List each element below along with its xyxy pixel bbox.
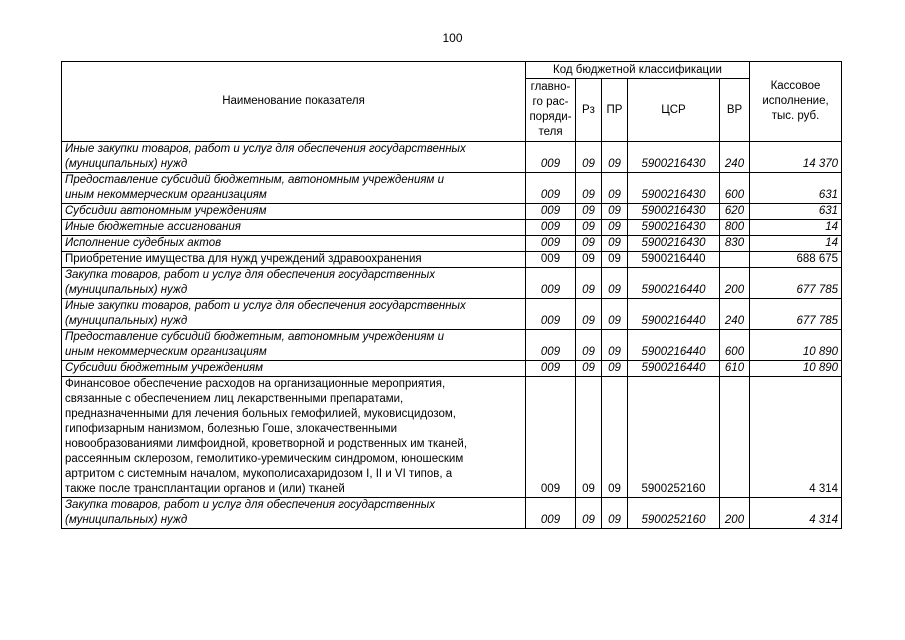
cell-name bbox=[62, 252, 526, 268]
cell-rz: 09 bbox=[576, 299, 602, 330]
table-row bbox=[62, 498, 842, 529]
table-row bbox=[62, 268, 842, 299]
cell-pr: 09 bbox=[602, 299, 628, 330]
cell-name bbox=[62, 498, 526, 529]
cell-pr: 09 bbox=[602, 330, 628, 361]
cell-csr: 5900252160 bbox=[628, 377, 720, 498]
cell-csr: 5900252160 bbox=[628, 498, 720, 529]
header-amount: Кассовое исполнение, тыс. руб. bbox=[750, 62, 842, 142]
cell-name bbox=[62, 173, 526, 204]
header-csr: ЦСР bbox=[628, 79, 720, 142]
table-row bbox=[62, 173, 842, 204]
table-row bbox=[62, 330, 842, 361]
cell-pr: 09 bbox=[602, 498, 628, 529]
table-row bbox=[62, 377, 842, 498]
cell-pr: 09 bbox=[602, 173, 628, 204]
cell-rz: 09 bbox=[576, 173, 602, 204]
cell-csr: 5900216430 bbox=[628, 173, 720, 204]
table-body bbox=[62, 142, 842, 529]
cell-csr: 5900216430 bbox=[628, 236, 720, 252]
header-admin: главно- го рас- поряди- теля bbox=[526, 79, 576, 142]
cell-vr: 240 bbox=[720, 299, 750, 330]
cell-csr: 5900216440 bbox=[628, 299, 720, 330]
budget-table bbox=[61, 61, 842, 529]
table-row bbox=[62, 361, 842, 377]
row-name-text: Предоставление субсидий бюджетным, автономным учреждениям и иным некоммерческим организациям bbox=[65, 174, 445, 201]
cell-rz: 09 bbox=[576, 498, 602, 529]
header-name: Наименование показателя bbox=[62, 62, 526, 142]
cell-vr: 200 bbox=[720, 268, 750, 299]
header-vr: ВР bbox=[720, 79, 750, 142]
cell-vr: 830 bbox=[720, 236, 750, 252]
cell-pr: 09 bbox=[602, 204, 628, 220]
table-row bbox=[62, 299, 842, 330]
cell-vr: 200 bbox=[720, 498, 750, 529]
cell-vr: 610 bbox=[720, 361, 750, 377]
cell-admin: 009 bbox=[526, 330, 576, 361]
cell-name bbox=[62, 204, 526, 220]
cell-vr bbox=[720, 252, 750, 268]
cell-amount: 14 bbox=[750, 220, 842, 236]
cell-rz: 09 bbox=[576, 220, 602, 236]
cell-name bbox=[62, 361, 526, 377]
cell-rz: 09 bbox=[576, 377, 602, 498]
cell-name bbox=[62, 268, 526, 299]
cell-vr bbox=[720, 377, 750, 498]
cell-vr: 600 bbox=[720, 173, 750, 204]
row-name-text: Финансовое обеспечение расходов на организационные мероприятия, связанные с обеспечением лиц лекарственными препаратами, предназначенными для лечения больных гемофилией, муковисцидозом, гипофизарным нанизмом, болезнью Гоше, злокачественными новообразованиями лимфоидной, кроветворной и родственных им тканей, рассеянным склерозом, гемолитико-уремическим синдромом, юношеским артритом с системным началом, мукополисахаридозом I, II и VI типов, а также после трансплантации органов и (или) тканей bbox=[65, 378, 468, 495]
cell-amount: 677 785 bbox=[750, 299, 842, 330]
cell-admin: 009 bbox=[526, 299, 576, 330]
cell-amount: 14 bbox=[750, 236, 842, 252]
cell-amount: 14 370 bbox=[750, 142, 842, 173]
cell-vr: 620 bbox=[720, 204, 750, 220]
cell-vr: 800 bbox=[720, 220, 750, 236]
row-name-text: Исполнение судебных актов bbox=[65, 237, 222, 249]
cell-csr: 5900216440 bbox=[628, 252, 720, 268]
cell-pr: 09 bbox=[602, 377, 628, 498]
table-row bbox=[62, 142, 842, 173]
header-rz: Рз bbox=[576, 79, 602, 142]
cell-pr: 09 bbox=[602, 268, 628, 299]
row-name-text: Иные закупки товаров, работ и услуг для обеспечения государственных (муниципальных) нужд bbox=[65, 143, 466, 170]
cell-pr: 09 bbox=[602, 220, 628, 236]
cell-rz: 09 bbox=[576, 204, 602, 220]
cell-admin: 009 bbox=[526, 204, 576, 220]
cell-rz: 09 bbox=[576, 236, 602, 252]
table-row bbox=[62, 236, 842, 252]
cell-admin: 009 bbox=[526, 173, 576, 204]
cell-admin: 009 bbox=[526, 252, 576, 268]
page-number: 100 bbox=[442, 31, 463, 45]
cell-name bbox=[62, 236, 526, 252]
cell-admin: 009 bbox=[526, 142, 576, 173]
cell-amount: 10 890 bbox=[750, 330, 842, 361]
row-name-text: Иные бюджетные ассигнования bbox=[65, 221, 241, 233]
cell-vr: 600 bbox=[720, 330, 750, 361]
cell-name bbox=[62, 377, 526, 498]
table-row bbox=[62, 252, 842, 268]
row-name-text: Предоставление субсидий бюджетным, автономным учреждениям и иным некоммерческим организациям bbox=[65, 331, 445, 358]
cell-amount: 10 890 bbox=[750, 361, 842, 377]
row-name-text: Иные закупки товаров, работ и услуг для обеспечения государственных (муниципальных) нужд bbox=[65, 300, 466, 327]
table-row bbox=[62, 220, 842, 236]
cell-amount: 631 bbox=[750, 173, 842, 204]
row-name-text: Закупка товаров, работ и услуг для обеспечения государственных (муниципальных) нужд bbox=[65, 499, 436, 526]
cell-csr: 5900216440 bbox=[628, 361, 720, 377]
cell-pr: 09 bbox=[602, 142, 628, 173]
cell-admin: 009 bbox=[526, 377, 576, 498]
row-name-text: Субсидии бюджетным учреждениям bbox=[65, 362, 264, 374]
cell-amount: 4 314 bbox=[750, 498, 842, 529]
cell-rz: 09 bbox=[576, 330, 602, 361]
cell-pr: 09 bbox=[602, 236, 628, 252]
cell-rz: 09 bbox=[576, 252, 602, 268]
cell-admin: 009 bbox=[526, 236, 576, 252]
cell-admin: 009 bbox=[526, 220, 576, 236]
cell-rz: 09 bbox=[576, 268, 602, 299]
cell-name bbox=[62, 142, 526, 173]
cell-amount: 688 675 bbox=[750, 252, 842, 268]
header-budget-code: Код бюджетной классификации bbox=[526, 62, 750, 79]
cell-vr: 240 bbox=[720, 142, 750, 173]
cell-csr: 5900216430 bbox=[628, 220, 720, 236]
row-name-text: Закупка товаров, работ и услуг для обеспечения государственных (муниципальных) нужд bbox=[65, 269, 436, 296]
cell-admin: 009 bbox=[526, 361, 576, 377]
cell-csr: 5900216430 bbox=[628, 204, 720, 220]
cell-admin: 009 bbox=[526, 498, 576, 529]
cell-rz: 09 bbox=[576, 361, 602, 377]
table-row bbox=[62, 204, 842, 220]
row-name-text: Субсидии автономным учреждениям bbox=[65, 205, 267, 217]
cell-rz: 09 bbox=[576, 142, 602, 173]
table-header bbox=[62, 62, 842, 142]
cell-csr: 5900216440 bbox=[628, 268, 720, 299]
cell-amount: 631 bbox=[750, 204, 842, 220]
cell-csr: 5900216430 bbox=[628, 142, 720, 173]
cell-name bbox=[62, 330, 526, 361]
cell-amount: 677 785 bbox=[750, 268, 842, 299]
header-pr: ПР bbox=[602, 79, 628, 142]
cell-pr: 09 bbox=[602, 361, 628, 377]
row-name-text: Приобретение имущества для нужд учреждений здравоохранения bbox=[65, 253, 422, 265]
cell-csr: 5900216440 bbox=[628, 330, 720, 361]
cell-pr: 09 bbox=[602, 252, 628, 268]
cell-amount: 4 314 bbox=[750, 377, 842, 498]
cell-admin: 009 bbox=[526, 268, 576, 299]
cell-name bbox=[62, 220, 526, 236]
cell-name bbox=[62, 299, 526, 330]
